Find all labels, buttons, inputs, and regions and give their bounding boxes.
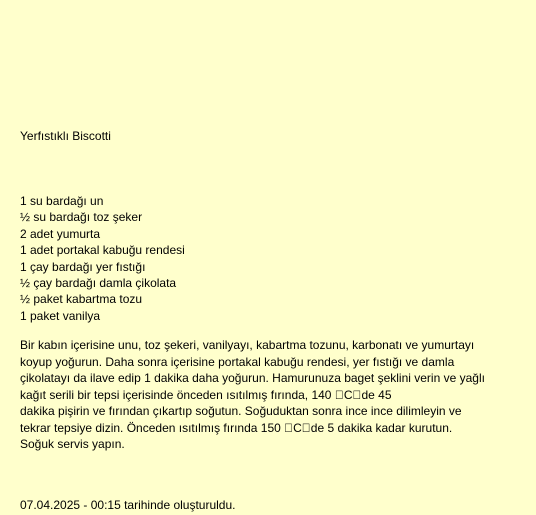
- ingredient-item: ½ paket kabartma tozu: [20, 292, 143, 307]
- ingredient-item: 2 adet yumurta: [20, 226, 101, 241]
- ingredient-item: 1 çay bardağı yer fıstığı: [20, 259, 146, 274]
- instruction-line: kağıt serili bir tepsi içerisinde önceden ısıtılmış fırında, 140  C de 45: [20, 387, 392, 402]
- instruction-line: Bir kabın içerisine unu, toz şekeri, vanilyayı, kabartma tozunu, karbonatı ve yumurtayı: [20, 338, 475, 352]
- instruction-line: koyup yoğurun. Daha sonra içerisine portakal kabuğu rendesi, yer fıstığı ve damla: [20, 354, 455, 369]
- ingredient-item: 1 su bardağı un: [20, 194, 104, 208]
- ingredient-list: [20, 193, 185, 324]
- created-timestamp: 07.04.2025 - 00:15 tarihinde oluşturuldu.: [20, 498, 236, 512]
- recipe-instructions: [20, 337, 500, 453]
- instruction-line: tekrar tepsiye dizin. Önceden ısıtılmış fırında 150  C de 5 dakika kadar kurutun.: [20, 420, 453, 435]
- instruction-line: Soğuk servis yapın.: [20, 437, 125, 451]
- ingredient-item: ½ çay bardağı damla çikolata: [20, 276, 177, 291]
- recipe-title: Yerfıstıklı Biscotti: [20, 129, 111, 143]
- instruction-line: dakika pişirin ve fırından çıkartıp soğutun. Soğuduktan sonra ince ince dilimleyin ve: [20, 404, 462, 418]
- instruction-line: çikolatayı da ilave edip 1 dakika daha yoğurun. Hamurunuza baget şeklini verin ve yağlı: [20, 371, 485, 385]
- ingredient-item: ½ su bardağı toz şeker: [20, 210, 143, 225]
- ingredient-item: 1 adet portakal kabuğu rendesi: [20, 243, 185, 258]
- ingredient-item: 1 paket vanilya: [20, 308, 101, 323]
